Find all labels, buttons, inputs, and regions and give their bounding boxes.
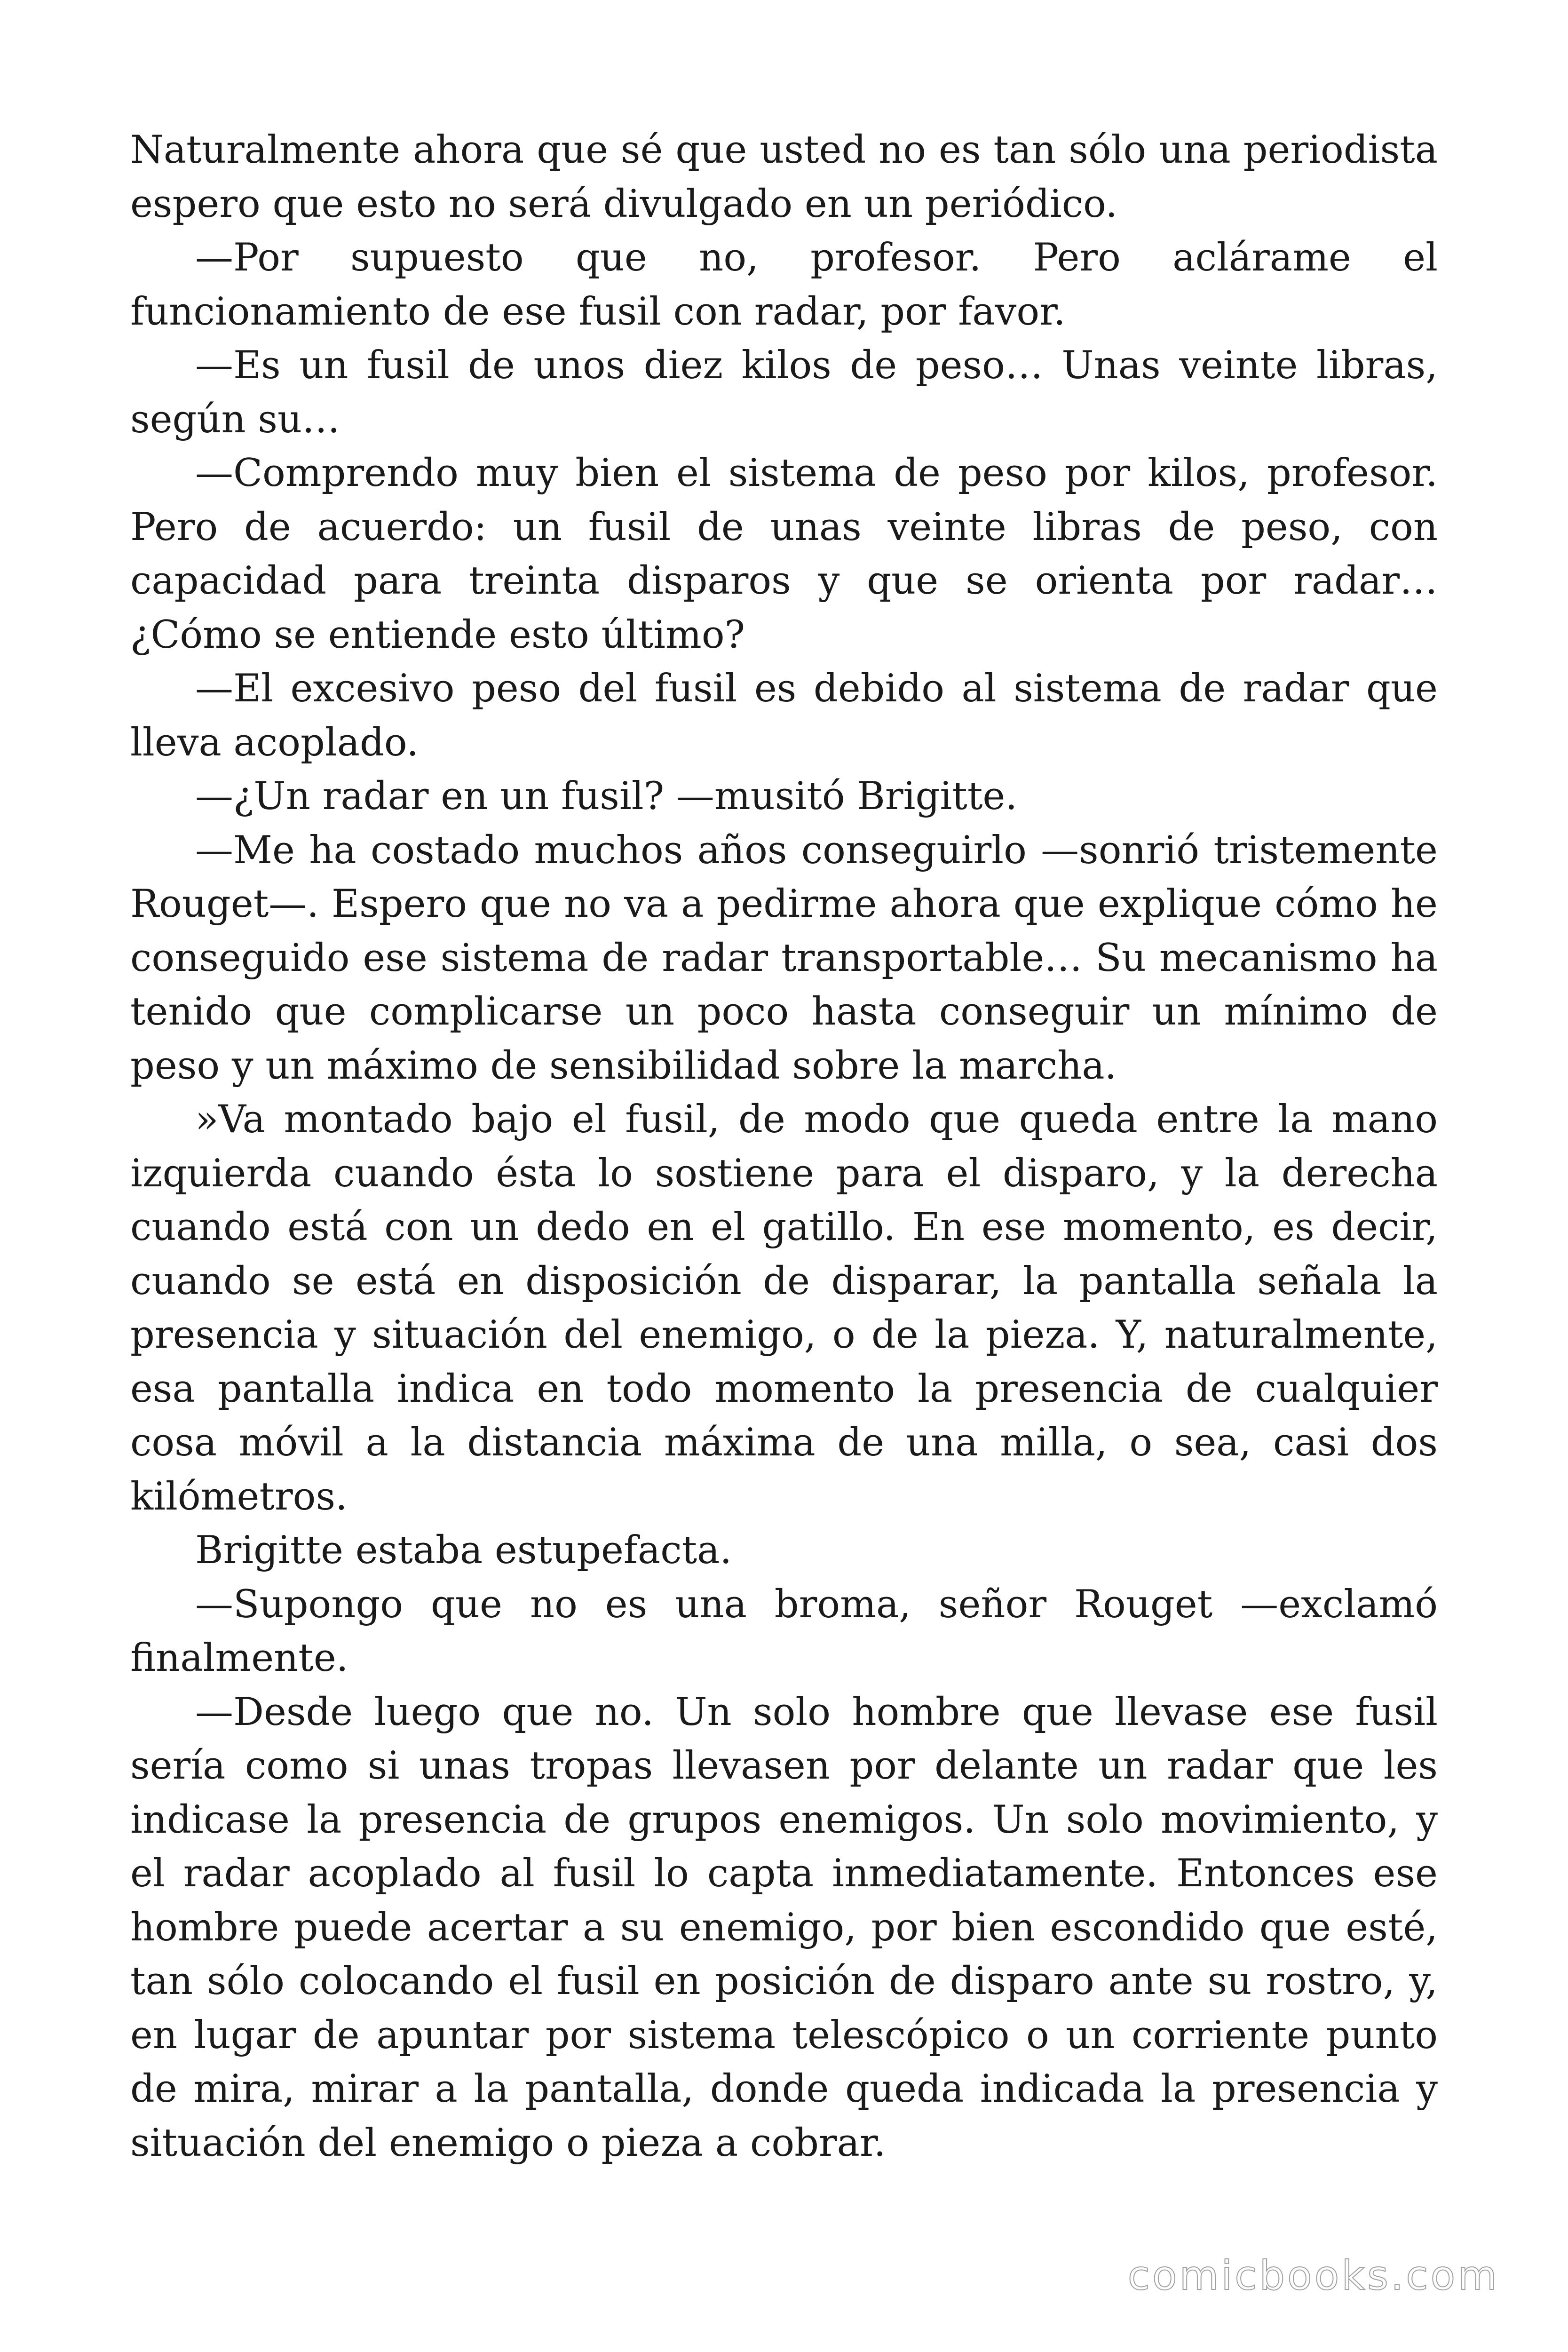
paragraph: —Por supuesto que no, profesor. Pero aclárame el funcionamiento de ese fusil con radar, por favor. — [130, 236, 1438, 334]
paragraph: —¿Un radar en un fusil? —musitó Brigitte. — [195, 774, 1018, 818]
paragraph: —Comprendo muy bien el sistema de peso por kilos, profesor. Pero de acuerdo: un fusil de unas veinte libras de peso, con capacidad para treinta disparos y que se orienta por radar… ¿Cómo se entiende esto último? — [130, 451, 1438, 657]
paragraph: Naturalmente ahora que sé que usted no es tan sólo una periodista espero que esto no será divulgado en un periódico. — [130, 128, 1438, 226]
paragraph: —El excesivo peso del fusil es debido al sistema de radar que lleva acoplado. — [130, 667, 1438, 765]
paragraph: —Desde luego que no. Un solo hombre que llevase ese fusil sería como si unas tropas llevasen por delante un radar que les indicase la presencia de grupos enemigos. Un solo movimiento, y el radar acoplado al fusil lo capta inmediatamente. Entonces ese hombre puede acertar a su enemigo, por bien escondido que esté, tan sólo colocando el fusil en posición de disparo ante su rostro, y, en lugar de apuntar por sistema telescópico o un corriente punto de mira, mirar a la pantalla, donde queda indicada la presencia y situación del enemigo o pieza a cobrar. — [130, 1690, 1438, 2165]
paragraph: —Supongo que no es una broma, señor Rouget —exclamó finalmente. — [130, 1582, 1438, 1680]
paragraph: Brigitte estaba estupefacta. — [195, 1528, 732, 1573]
watermark: comicbooks.com — [1127, 2252, 1499, 2299]
body-text — [130, 123, 1438, 2170]
paragraph: —Me ha costado muchos años conseguirlo —sonrió tristemente Rouget—. Espero que no va a pedirme ahora que explique cómo he conseguido ese sistema de radar transportable… Su mecanismo ha tenido que complicarse un poco hasta conseguir un mínimo de peso y un máximo de sensibilidad sobre la marcha. — [130, 828, 1438, 1088]
paragraph: —Es un fusil de unos diez kilos de peso… Unas veinte libras, según su… — [130, 343, 1438, 442]
paragraph: »Va montado bajo el fusil, de modo que queda entre la mano izquierda cuando ésta lo sostiene para el disparo, y la derecha cuando está con un dedo en el gatillo. En ese momento, es decir, cuando se está en disposición de disparar, la pantalla señala la presencia y situación del enemigo, o de la pieza. Y, naturalmente, esa pantalla indica en todo momento la presencia de cualquier cosa móvil a la distancia máxima de una milla, o sea, casi dos kilómetros. — [130, 1097, 1438, 1519]
